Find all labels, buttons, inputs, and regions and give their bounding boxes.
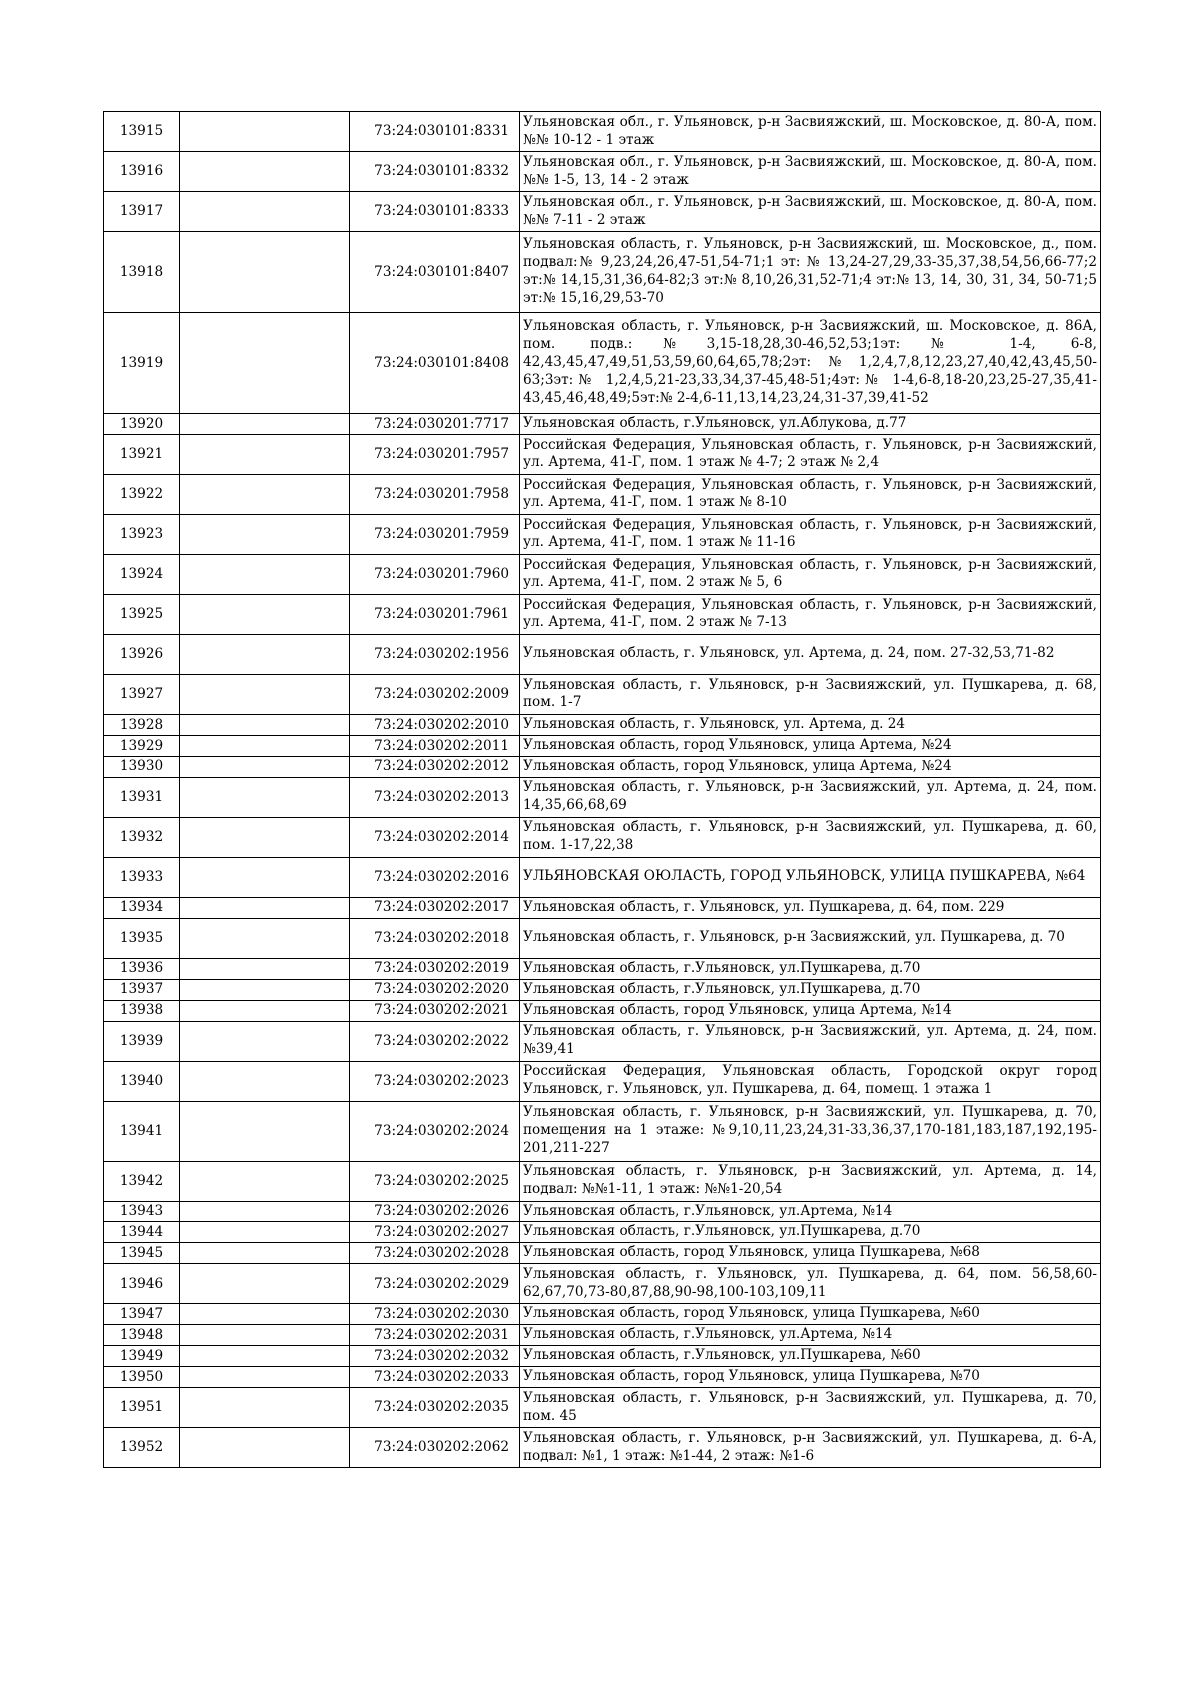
row-number: 13950 <box>104 1367 180 1388</box>
cadastral-number: 73:24:030202:1956 <box>350 634 520 674</box>
row-number: 13923 <box>104 514 180 554</box>
cadastral-number: 73:24:030201:7717 <box>350 414 520 435</box>
cadastral-number: 73:24:030201:7958 <box>350 474 520 514</box>
empty-cell <box>180 1388 350 1428</box>
address: Ульяновская область, город Ульяновск, улица Артема, №14 <box>520 1000 1101 1021</box>
cadastral-number: 73:24:030202:2022 <box>350 1021 520 1061</box>
empty-cell <box>180 897 350 918</box>
property-table-body <box>104 112 1101 1468</box>
cadastral-number: 73:24:030201:7961 <box>350 594 520 634</box>
table-row <box>104 1101 1101 1161</box>
address: Ульяновская область, г. Ульяновск, р-н Засвияжский, ул. Пушкарева, д. 70, помещения на 1 этаже: №9,10,11,23,24,31-33,36,37,170-181,183,187,192,195-201,211-227 <box>520 1101 1101 1161</box>
cadastral-number: 73:24:030202:2011 <box>350 735 520 756</box>
row-number: 13918 <box>104 232 180 313</box>
table-row <box>104 514 1101 554</box>
empty-cell <box>180 674 350 714</box>
address: Ульяновская область, г.Ульяновск, ул.Аблукова, д.77 <box>520 414 1101 435</box>
row-number: 13940 <box>104 1061 180 1101</box>
cadastral-number: 73:24:030202:2012 <box>350 756 520 777</box>
cadastral-number: 73:24:030101:8407 <box>350 232 520 313</box>
empty-cell <box>180 434 350 474</box>
cadastral-number: 73:24:030202:2013 <box>350 777 520 817</box>
row-number: 13927 <box>104 674 180 714</box>
cadastral-number: 73:24:030202:2028 <box>350 1243 520 1264</box>
address: Ульяновская область, город Ульяновск, улица Артема, №24 <box>520 735 1101 756</box>
row-number: 13921 <box>104 434 180 474</box>
row-number: 13919 <box>104 313 180 414</box>
row-number: 13952 <box>104 1428 180 1468</box>
address: Ульяновская область, город Ульяновск, улица Пушкарева, №60 <box>520 1304 1101 1325</box>
row-number: 13930 <box>104 756 180 777</box>
address: Ульяновская область, г. Ульяновск, р-н Засвияжский, ул. Артема, д. 24, пом. №39,41 <box>520 1021 1101 1061</box>
empty-cell <box>180 958 350 979</box>
address: Ульяновская область, г.Ульяновск, ул.Артема, №14 <box>520 1201 1101 1222</box>
address: Ульяновская область, г. Ульяновск, р-н Засвияжский, ш. Московское, д. 86А, пом. подв.:№3,15-18,28,30-46,52,53;1эт:№ 1-4, 6-8, 42,43,45,47,49,51,53,59,60,64,65,78;2эт:№1,2,4,7,8,12,23,27,40,42,43,45,50-63;3эт:№ 1,2,4,5,21-23,33,34,37-45,48-51;4эт:№ 1-4,6-8,18-20,23,25-27,35,41-43,45,46,48,49;5эт:№ 2-4,6-11,13,14,23,24,31-37,39,41-52 <box>520 313 1101 414</box>
empty-cell <box>180 474 350 514</box>
table-row <box>104 857 1101 897</box>
cadastral-number: 73:24:030101:8333 <box>350 192 520 232</box>
empty-cell <box>180 554 350 594</box>
cadastral-number: 73:24:030202:2035 <box>350 1388 520 1428</box>
cadastral-number: 73:24:030201:7960 <box>350 554 520 594</box>
empty-cell <box>180 1101 350 1161</box>
address: Российская Федерация, Ульяновская область, г. Ульяновск, р-н Засвияжский, ул. Артема, 41-Г, пом. 1 этаж № 11-16 <box>520 514 1101 554</box>
table-row <box>104 434 1101 474</box>
table-row <box>104 232 1101 313</box>
empty-cell <box>180 817 350 857</box>
table-row <box>104 1367 1101 1388</box>
empty-cell <box>180 1264 350 1304</box>
address: Ульяновская область, г. Ульяновск, ул. Пушкарева, д. 64, пом. 229 <box>520 897 1101 918</box>
cadastral-number: 73:24:030202:2027 <box>350 1222 520 1243</box>
empty-cell <box>180 112 350 152</box>
table-row <box>104 634 1101 674</box>
cadastral-number: 73:24:030202:2024 <box>350 1101 520 1161</box>
empty-cell <box>180 756 350 777</box>
empty-cell <box>180 1346 350 1367</box>
cadastral-number: 73:24:030202:2032 <box>350 1346 520 1367</box>
cadastral-number: 73:24:030202:2019 <box>350 958 520 979</box>
empty-cell <box>180 1243 350 1264</box>
row-number: 13916 <box>104 152 180 192</box>
table-row <box>104 1325 1101 1346</box>
address: Ульяновская обл., г. Ульяновск, р-н Засвияжский, ш. Московское, д. 80-А, пом. №№ 7-11 - 2 этаж <box>520 192 1101 232</box>
address: Ульяновская область, г. Ульяновск, р-н Засвияжский, ул. Пушкарева, д. 70 <box>520 918 1101 958</box>
row-number: 13945 <box>104 1243 180 1264</box>
address: Ульяновская область, г. Ульяновск, р-н Засвияжский, ул. Пушкарева, д. 6-А, подвал: №1, 1 этаж: №1-44, 2 этаж: №1-6 <box>520 1428 1101 1468</box>
empty-cell <box>180 918 350 958</box>
address: Ульяновская область, г. Ульяновск, р-н Засвияжский, ул. Пушкарева, д. 70, пом. 45 <box>520 1388 1101 1428</box>
empty-cell <box>180 1061 350 1101</box>
address: Ульяновская область, г. Ульяновск, ул. Пушкарева, д. 64, пом. 56,58,60-62,67,70,73-80,87,88,90-98,100-103,109,11 <box>520 1264 1101 1304</box>
empty-cell <box>180 1325 350 1346</box>
empty-cell <box>180 857 350 897</box>
table-row <box>104 674 1101 714</box>
table-row <box>104 1161 1101 1201</box>
row-number: 13935 <box>104 918 180 958</box>
cadastral-number: 73:24:030202:2031 <box>350 1325 520 1346</box>
cadastral-number: 73:24:030202:2018 <box>350 918 520 958</box>
empty-cell <box>180 714 350 735</box>
table-row <box>104 192 1101 232</box>
cadastral-number: 73:24:030101:8331 <box>350 112 520 152</box>
table-row <box>104 777 1101 817</box>
address: Ульяновская область, г. Ульяновск, р-н Засвияжский, ул. Пушкарева, д. 60, пом. 1-17,22,38 <box>520 817 1101 857</box>
table-row <box>104 313 1101 414</box>
address: Российская Федерация, Ульяновская область, г. Ульяновск, р-н Засвияжский, ул. Артема, 41-Г, пом. 1 этаж № 8-10 <box>520 474 1101 514</box>
cadastral-number: 73:24:030202:2017 <box>350 897 520 918</box>
table-row <box>104 1264 1101 1304</box>
address: Ульяновская область, г. Ульяновск, р-н Засвияжский, ш. Московское, д., пом. подвал:№ 9,23,24,26,47-51,54-71;1 эт: № 13,24-27,29,33-35,37,38,54,56,66-77;2 эт:№ 14,15,31,36,64-82;3 эт:№ 8,10,26,31,52-71;4 эт:№ 13, 14, 30, 31, 34, 50-71;5 эт:№ 15,16,29,53-70 <box>520 232 1101 313</box>
address: Ульяновская область, город Ульяновск, улица Пушкарева, №70 <box>520 1367 1101 1388</box>
cadastral-number: 73:24:030201:7959 <box>350 514 520 554</box>
table-row <box>104 756 1101 777</box>
cadastral-number: 73:24:030202:2016 <box>350 857 520 897</box>
table-row <box>104 1021 1101 1061</box>
row-number: 13920 <box>104 414 180 435</box>
empty-cell <box>180 232 350 313</box>
row-number: 13926 <box>104 634 180 674</box>
address: Ульяновская область, г. Ульяновск, р-н Засвияжский, ул. Пушкарева, д. 68, пом. 1-7 <box>520 674 1101 714</box>
row-number: 13929 <box>104 735 180 756</box>
row-number: 13933 <box>104 857 180 897</box>
table-row <box>104 474 1101 514</box>
address: Ульяновская область, г. Ульяновск, р-н Засвияжский, ул. Артема, д. 14, подвал: №№1-11, 1 этаж: №№1-20,54 <box>520 1161 1101 1201</box>
cadastral-number: 73:24:030202:2025 <box>350 1161 520 1201</box>
table-row <box>104 1201 1101 1222</box>
empty-cell <box>180 313 350 414</box>
address: Российская Федерация, Ульяновская область, г. Ульяновск, р-н Засвияжский, ул. Артема, 41-Г, пом. 2 этаж № 7-13 <box>520 594 1101 634</box>
address: Российская Федерация, Ульяновская область, Городской округ город Ульяновск, г. Ульяновск, ул. Пушкарева, д. 64, помещ. 1 этажа 1 <box>520 1061 1101 1101</box>
table-row <box>104 594 1101 634</box>
address: Российская Федерация, Ульяновская область, г. Ульяновск, р-н Засвияжский, ул. Артема, 41-Г, пом. 2 этаж № 5, 6 <box>520 554 1101 594</box>
empty-cell <box>180 1222 350 1243</box>
row-number: 13915 <box>104 112 180 152</box>
table-row <box>104 152 1101 192</box>
cadastral-number: 73:24:030202:2029 <box>350 1264 520 1304</box>
address: Ульяновская область, город Ульяновск, улица Пушкарева, №68 <box>520 1243 1101 1264</box>
address: Ульяновская область, г.Ульяновск, ул.Пушкарева, №60 <box>520 1346 1101 1367</box>
row-number: 13936 <box>104 958 180 979</box>
table-row <box>104 112 1101 152</box>
table-row <box>104 1346 1101 1367</box>
cadastral-number: 73:24:030202:2023 <box>350 1061 520 1101</box>
empty-cell <box>180 1021 350 1061</box>
table-row <box>104 958 1101 979</box>
cadastral-number: 73:24:030202:2009 <box>350 674 520 714</box>
table-row <box>104 414 1101 435</box>
row-number: 13947 <box>104 1304 180 1325</box>
empty-cell <box>180 979 350 1000</box>
address: УЛЬЯНОВСКАЯ ОЮЛАСТЬ, ГОРОД УЛЬЯНОВСК, УЛИЦА ПУШКАРЕВА, №64 <box>520 857 1101 897</box>
cadastral-number: 73:24:030202:2014 <box>350 817 520 857</box>
empty-cell <box>180 1428 350 1468</box>
cadastral-number: 73:24:030201:7957 <box>350 434 520 474</box>
table-row <box>104 979 1101 1000</box>
table-row <box>104 1000 1101 1021</box>
address: Ульяновская область, г. Ульяновск, ул. Артема, д. 24, пом. 27-32,53,71-82 <box>520 634 1101 674</box>
address: Ульяновская область, город Ульяновск, улица Артема, №24 <box>520 756 1101 777</box>
empty-cell <box>180 514 350 554</box>
table-row <box>104 554 1101 594</box>
table-row <box>104 1061 1101 1101</box>
empty-cell <box>180 414 350 435</box>
cadastral-number: 73:24:030202:2062 <box>350 1428 520 1468</box>
row-number: 13949 <box>104 1346 180 1367</box>
table-row <box>104 1222 1101 1243</box>
empty-cell <box>180 152 350 192</box>
cadastral-number: 73:24:030202:2026 <box>350 1201 520 1222</box>
row-number: 13943 <box>104 1201 180 1222</box>
table-row <box>104 918 1101 958</box>
row-number: 13948 <box>104 1325 180 1346</box>
cadastral-number: 73:24:030202:2010 <box>350 714 520 735</box>
address: Ульяновская обл., г. Ульяновск, р-н Засвияжский, ш. Московское, д. 80-А, пом. №№ 1-5, 13, 14 - 2 этаж <box>520 152 1101 192</box>
cadastral-number: 73:24:030202:2020 <box>350 979 520 1000</box>
address: Ульяновская область, г.Ульяновск, ул.Пушкарева, д.70 <box>520 979 1101 1000</box>
property-table <box>103 111 1101 1468</box>
empty-cell <box>180 192 350 232</box>
cadastral-number: 73:24:030202:2033 <box>350 1367 520 1388</box>
cadastral-number: 73:24:030101:8332 <box>350 152 520 192</box>
cadastral-number: 73:24:030202:2021 <box>350 1000 520 1021</box>
row-number: 13939 <box>104 1021 180 1061</box>
table-row <box>104 1243 1101 1264</box>
empty-cell <box>180 1201 350 1222</box>
row-number: 13922 <box>104 474 180 514</box>
cadastral-number: 73:24:030101:8408 <box>350 313 520 414</box>
row-number: 13937 <box>104 979 180 1000</box>
row-number: 13934 <box>104 897 180 918</box>
address: Ульяновская область, г. Ульяновск, ул. Артема, д. 24 <box>520 714 1101 735</box>
row-number: 13932 <box>104 817 180 857</box>
table-row <box>104 735 1101 756</box>
row-number: 13938 <box>104 1000 180 1021</box>
row-number: 13917 <box>104 192 180 232</box>
table-row <box>104 1304 1101 1325</box>
table-row <box>104 1388 1101 1428</box>
row-number: 13925 <box>104 594 180 634</box>
address: Ульяновская обл., г. Ульяновск, р-н Засвияжский, ш. Московское, д. 80-А, пом. №№ 10-12 - 1 этаж <box>520 112 1101 152</box>
address: Российская Федерация, Ульяновская область, г. Ульяновск, р-н Засвияжский, ул. Артема, 41-Г, пом. 1 этаж № 4-7; 2 этаж № 2,4 <box>520 434 1101 474</box>
table-row <box>104 1428 1101 1468</box>
row-number: 13941 <box>104 1101 180 1161</box>
row-number: 13924 <box>104 554 180 594</box>
empty-cell <box>180 735 350 756</box>
row-number: 13942 <box>104 1161 180 1201</box>
row-number: 13951 <box>104 1388 180 1428</box>
row-number: 13931 <box>104 777 180 817</box>
empty-cell <box>180 1367 350 1388</box>
empty-cell <box>180 1000 350 1021</box>
row-number: 13944 <box>104 1222 180 1243</box>
cadastral-number: 73:24:030202:2030 <box>350 1304 520 1325</box>
table-row <box>104 714 1101 735</box>
empty-cell <box>180 594 350 634</box>
row-number: 13928 <box>104 714 180 735</box>
table-row <box>104 897 1101 918</box>
empty-cell <box>180 1161 350 1201</box>
address: Ульяновская область, г. Ульяновск, р-н Засвияжский, ул. Артема, д. 24, пом. 14,35,66,68,69 <box>520 777 1101 817</box>
empty-cell <box>180 634 350 674</box>
row-number: 13946 <box>104 1264 180 1304</box>
address: Ульяновская область, г.Ульяновск, ул.Пушкарева, д.70 <box>520 958 1101 979</box>
empty-cell <box>180 777 350 817</box>
address: Ульяновская область, г.Ульяновск, ул.Артема, №14 <box>520 1325 1101 1346</box>
table-row <box>104 817 1101 857</box>
address: Ульяновская область, г.Ульяновск, ул.Пушкарева, д.70 <box>520 1222 1101 1243</box>
empty-cell <box>180 1304 350 1325</box>
